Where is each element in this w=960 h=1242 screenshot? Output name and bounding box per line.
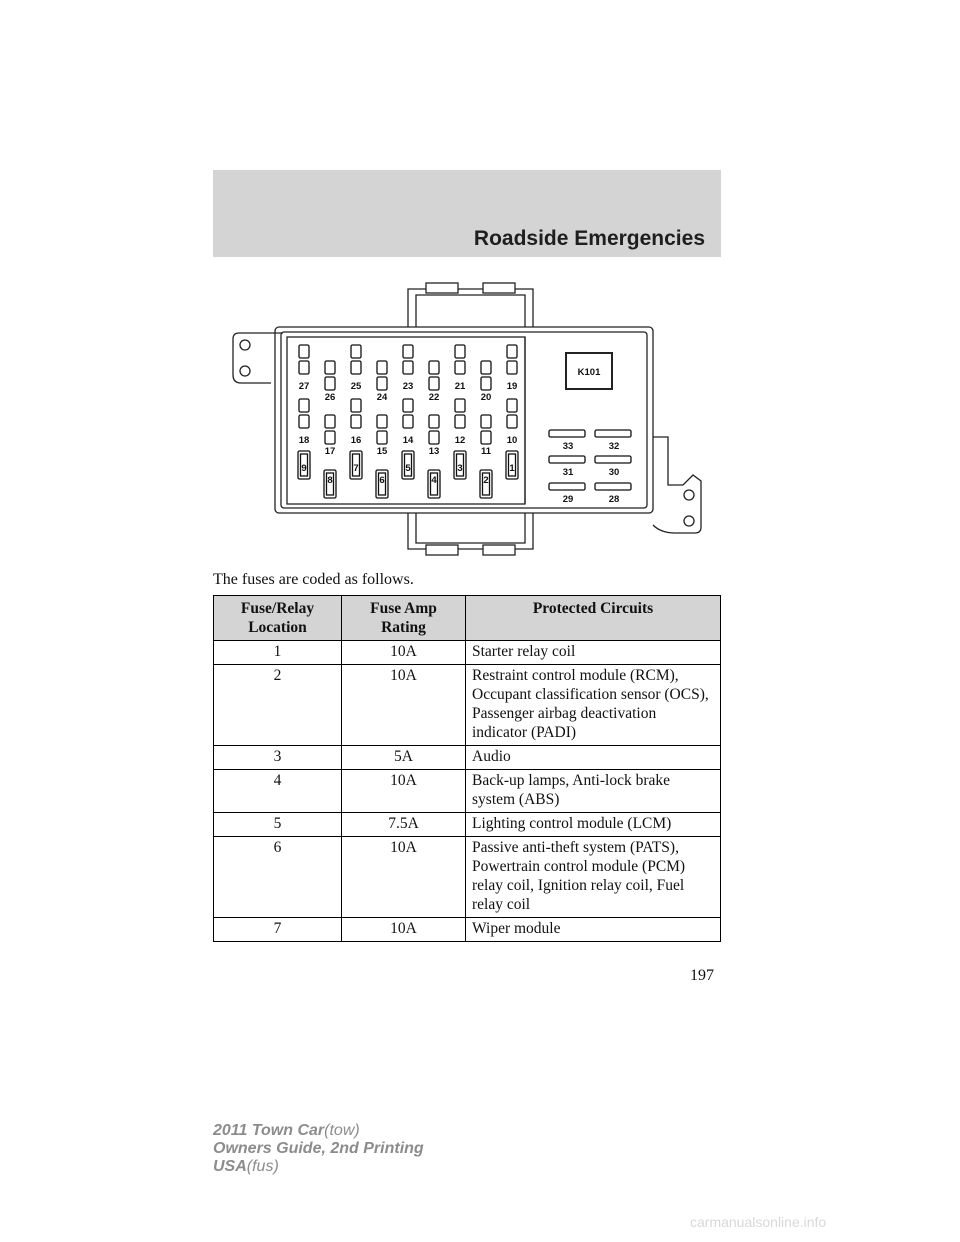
- fuse-label: 9: [301, 463, 307, 474]
- fuse-slot: [377, 415, 387, 428]
- fuse-slot: [325, 431, 335, 444]
- fuse-rating: 10A: [342, 641, 466, 665]
- page-number: 197: [690, 967, 714, 984]
- watermark: carmanualsonline.info: [690, 1214, 827, 1230]
- fuse-slot: [595, 456, 631, 463]
- column-header: Fuse/Relay Location: [214, 596, 342, 641]
- fuse-label: 32: [608, 441, 620, 452]
- fuse-slot: [549, 456, 585, 463]
- fuse-label: 19: [506, 381, 518, 392]
- relay-label: K101: [577, 367, 601, 378]
- section-title: Roadside Emergencies: [473, 227, 705, 250]
- fuse-label: 27: [298, 381, 310, 392]
- fuse-slot: [351, 415, 361, 428]
- fuse-slot: [299, 345, 309, 358]
- fuse-slot: [299, 415, 309, 428]
- fuse-location: 7: [214, 918, 342, 942]
- footer-model: 2011 Town Car: [213, 1122, 325, 1139]
- fuse-location: 5: [214, 813, 342, 837]
- protected-circuits: Back-up lamps, Anti-lock brake system (ABS): [466, 770, 721, 813]
- fuse-location: 6: [214, 837, 342, 918]
- fuse-location: 3: [214, 746, 342, 770]
- protected-circuits: Lighting control module (LCM): [466, 813, 721, 837]
- protected-circuits: Starter relay coil: [466, 641, 721, 665]
- fuse-slot: [429, 415, 439, 428]
- fuse-slot: [507, 345, 517, 358]
- fuse-slot: [595, 483, 631, 490]
- column-header: Fuse Amp Rating: [342, 596, 466, 641]
- fuse-label: 16: [350, 435, 362, 446]
- fuse-label: 2: [483, 475, 489, 486]
- table-row: [214, 665, 721, 746]
- fuse-label: 13: [428, 446, 440, 457]
- section-header: [213, 170, 721, 257]
- fuse-label: 24: [376, 392, 388, 403]
- table-row: [214, 837, 721, 918]
- table-row: [214, 813, 721, 837]
- table-row: [214, 918, 721, 942]
- fuse-slot: [403, 361, 413, 374]
- fuse-slot: [299, 399, 309, 412]
- fuse-slot: [377, 377, 387, 390]
- fuse-label: 4: [431, 475, 437, 486]
- fuse-label: 10: [506, 435, 518, 446]
- table-row: [214, 746, 721, 770]
- protected-circuits: Passive anti-theft system (PATS), Powertrain control module (PCM) relay coil, Ignition relay coil, Fuel relay coil: [466, 837, 721, 918]
- fuse-slot: [507, 399, 517, 412]
- fuse-slot: [455, 345, 465, 358]
- fuse-slot: [507, 361, 517, 374]
- fuse-label: 28: [608, 494, 620, 505]
- fuse-label: 15: [376, 446, 388, 457]
- fuse-label: 12: [454, 435, 466, 446]
- fuse-slot: [595, 430, 631, 437]
- table-row: [214, 641, 721, 665]
- fuse-slot: [455, 415, 465, 428]
- fuse-label: 25: [350, 381, 362, 392]
- fuse-slot: [299, 361, 309, 374]
- fuse-location: 2: [214, 665, 342, 746]
- fuse-slot: [429, 361, 439, 374]
- fuse-slot: [377, 361, 387, 374]
- fuse-slot: [481, 415, 491, 428]
- fuse-slot: [481, 361, 491, 374]
- fuse-slot: [429, 431, 439, 444]
- fuse-label: 7: [353, 463, 359, 474]
- fuse-label: 20: [480, 392, 492, 403]
- fuse-label: 18: [298, 435, 310, 446]
- fuse-label: 14: [402, 435, 414, 446]
- fuse-label: 5: [405, 463, 411, 474]
- fuse-label: 8: [327, 475, 333, 486]
- fuse-label: 31: [562, 467, 574, 478]
- intro-text: The fuses are coded as follows.: [213, 571, 414, 588]
- column-header: Protected Circuits: [466, 596, 721, 641]
- fuse-label: 3: [457, 463, 463, 474]
- fuse-slot: [429, 377, 439, 390]
- fuse-slot: [549, 483, 585, 490]
- fuse-slot: [455, 361, 465, 374]
- fuse-label: 30: [608, 467, 620, 478]
- fuse-slot: [481, 377, 491, 390]
- protected-circuits: Restraint control module (RCM), Occupant classification sensor (OCS), Passenger airbag deactivation indicator (PADI): [466, 665, 721, 746]
- fuse-label: 29: [562, 494, 574, 505]
- fuse-slot: [351, 399, 361, 412]
- table-row: [214, 770, 721, 813]
- fuse-rating: 10A: [342, 665, 466, 746]
- protected-circuits: Audio: [466, 746, 721, 770]
- document-footer: [213, 1122, 424, 1176]
- fuse-slot: [351, 345, 361, 358]
- protected-circuits: Wiper module: [466, 918, 721, 942]
- fuse-label: 22: [428, 392, 440, 403]
- fuse-label: 17: [324, 446, 336, 457]
- fuse-rating: 5A: [342, 746, 466, 770]
- fuse-rating: 7.5A: [342, 813, 466, 837]
- fuse-slot: [455, 399, 465, 412]
- fuse-label: 23: [402, 381, 414, 392]
- fuse-label: 26: [324, 392, 336, 403]
- fuse-panel-diagram: [213, 275, 721, 575]
- fuse-rating: 10A: [342, 837, 466, 918]
- footer-model-code: (tow): [324, 1122, 360, 1139]
- footer-market-code: (fus): [246, 1158, 279, 1175]
- fuse-slot: [325, 415, 335, 428]
- fuse-slot: [403, 415, 413, 428]
- fuse-location: 1: [214, 641, 342, 665]
- fuse-slot: [351, 361, 361, 374]
- fuse-slot: [325, 361, 335, 374]
- fuse-slot: [377, 431, 387, 444]
- fuse-slot: [481, 431, 491, 444]
- fuse-slot: [549, 430, 585, 437]
- fuse-label: 11: [480, 446, 492, 457]
- fuse-slot: [403, 345, 413, 358]
- fuse-rating: 10A: [342, 770, 466, 813]
- footer-guide: Owners Guide, 2nd Printing: [213, 1140, 424, 1157]
- fuse-label: 21: [454, 381, 466, 392]
- fuse-rating: 10A: [342, 918, 466, 942]
- fuse-location: 4: [214, 770, 342, 813]
- footer-market: USA: [213, 1158, 247, 1175]
- fuse-slot: [403, 399, 413, 412]
- fuse-label: 6: [379, 475, 385, 486]
- table-header-row: [214, 596, 721, 641]
- fuse-slot: [507, 415, 517, 428]
- fuse-slot: [325, 377, 335, 390]
- fuse-label: 1: [509, 463, 515, 474]
- fuse-label: 33: [562, 441, 574, 452]
- fuse-table: [213, 595, 721, 942]
